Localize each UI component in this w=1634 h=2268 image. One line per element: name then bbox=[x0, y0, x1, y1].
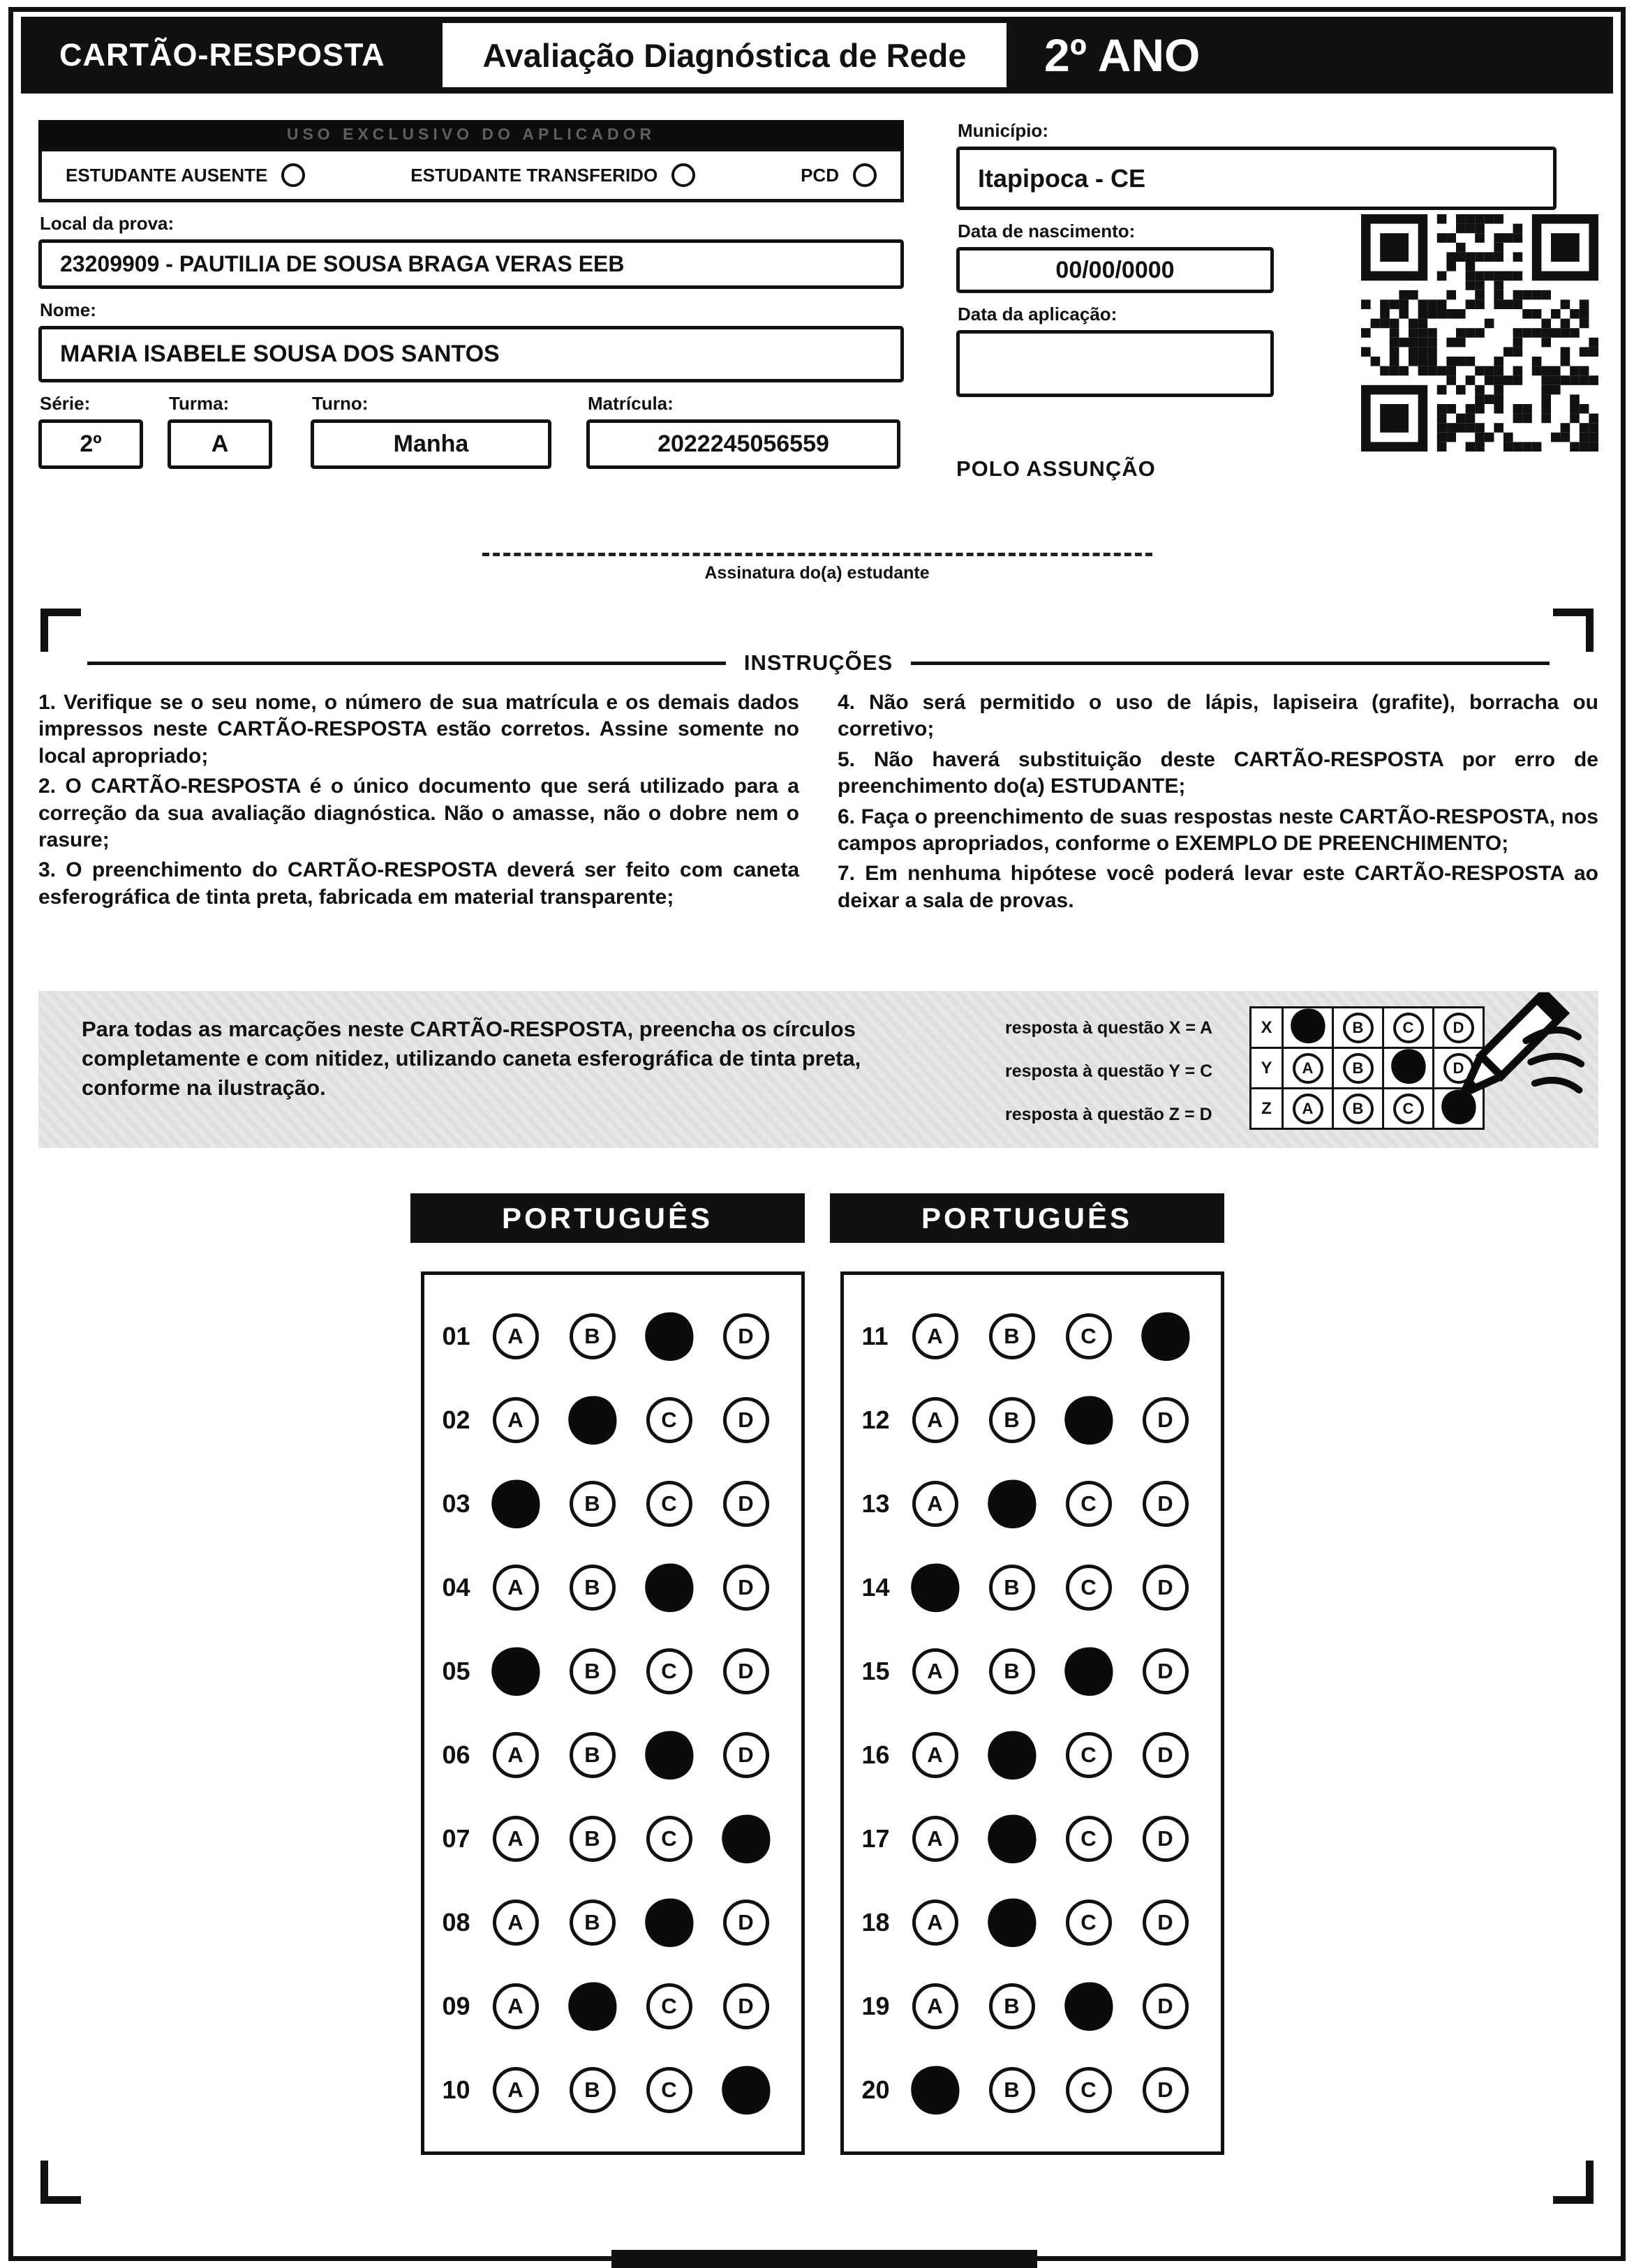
example-bubble-X-B: B bbox=[1343, 1013, 1374, 1043]
example-bubble-Z-B: B bbox=[1343, 1094, 1374, 1124]
bubble-19-D[interactable]: D bbox=[1143, 1983, 1189, 2029]
bubble-08-A[interactable]: A bbox=[493, 1900, 539, 1946]
bubble-06-D[interactable]: D bbox=[723, 1732, 769, 1778]
bubble-15-A[interactable]: A bbox=[912, 1648, 958, 1694]
example-bubble-X-D: D bbox=[1443, 1013, 1474, 1043]
matricula-label: Matrícula: bbox=[588, 393, 674, 414]
turno-label: Turno: bbox=[312, 393, 369, 414]
filled-mark bbox=[982, 1893, 1041, 1953]
bubble-17-C[interactable]: C bbox=[1066, 1816, 1112, 1862]
bubble-12-C[interactable] bbox=[1066, 1397, 1112, 1443]
bubble-02-D[interactable]: D bbox=[723, 1397, 769, 1443]
bubble-03-A[interactable] bbox=[493, 1481, 539, 1527]
question-row-04 bbox=[443, 1546, 801, 1629]
question-row-20 bbox=[862, 2048, 1221, 2132]
bubble-04-D[interactable]: D bbox=[723, 1565, 769, 1611]
filled-mark bbox=[1387, 1045, 1429, 1088]
question-row-01 bbox=[443, 1295, 801, 1378]
bubble-03-C[interactable]: C bbox=[646, 1481, 692, 1527]
bubble-12-A[interactable]: A bbox=[912, 1397, 958, 1443]
bubble-01-A[interactable]: A bbox=[493, 1313, 539, 1359]
bubble-01-C[interactable] bbox=[646, 1313, 692, 1359]
status-option-label: PCD bbox=[801, 164, 839, 186]
identification-section bbox=[38, 120, 1598, 482]
filled-mark bbox=[716, 2061, 775, 2120]
status-bubble[interactable] bbox=[853, 163, 877, 187]
municipio-value-box: Itapipoca - CE bbox=[956, 147, 1557, 210]
bubble-15-C[interactable] bbox=[1066, 1648, 1112, 1694]
nome-value-box: MARIA ISABELE SOUSA DOS SANTOS bbox=[38, 326, 904, 382]
bubble-19-B[interactable]: B bbox=[989, 1983, 1035, 2029]
question-number: 15 bbox=[861, 1657, 890, 1685]
turno-field bbox=[311, 382, 551, 469]
filled-mark bbox=[1059, 1391, 1118, 1450]
turma-field bbox=[168, 382, 272, 469]
question-row-16 bbox=[862, 1713, 1221, 1797]
signature-label: Assinatura do(a) estudante bbox=[704, 563, 930, 583]
bubble-05-D[interactable]: D bbox=[723, 1648, 769, 1694]
corner-mark-top-left bbox=[40, 609, 81, 652]
bubble-03-B[interactable]: B bbox=[570, 1481, 616, 1527]
bubble-18-D[interactable]: D bbox=[1143, 1900, 1189, 1946]
bubble-20-D[interactable]: D bbox=[1143, 2067, 1189, 2113]
instructions-right-column bbox=[838, 689, 1598, 918]
bubble-02-C[interactable]: C bbox=[646, 1397, 692, 1443]
bubble-13-B[interactable] bbox=[989, 1481, 1035, 1527]
bubble-14-D[interactable]: D bbox=[1143, 1565, 1189, 1611]
identification-right-column bbox=[956, 120, 1598, 482]
bubble-08-D[interactable]: D bbox=[723, 1900, 769, 1946]
status-options-box bbox=[38, 148, 904, 202]
example-text: Para todas as marcações neste CARTÃO-RESPOSTA, preencha os círculos completamente e com nitidez, utilizando caneta esferográfica de tinta preta, conforme na ilustração. bbox=[82, 1017, 861, 1101]
local-label: Local da prova: bbox=[40, 213, 174, 234]
question-row-19 bbox=[862, 1964, 1221, 2048]
question-row-17 bbox=[862, 1797, 1221, 1881]
question-number: 12 bbox=[861, 1405, 890, 1434]
bubble-15-D[interactable]: D bbox=[1143, 1648, 1189, 1694]
filled-mark bbox=[982, 1475, 1041, 1534]
serie-field bbox=[38, 382, 143, 469]
question-number: 10 bbox=[442, 2075, 470, 2104]
example-cell-Z-B bbox=[1333, 1089, 1383, 1129]
question-row-11 bbox=[862, 1295, 1221, 1378]
question-number: 01 bbox=[442, 1322, 470, 1350]
subject-header: PORTUGUÊS bbox=[410, 1193, 805, 1243]
answer-column-2 bbox=[830, 1193, 1224, 2155]
bubble-09-A[interactable]: A bbox=[493, 1983, 539, 2029]
bubble-20-B[interactable]: B bbox=[989, 2067, 1035, 2113]
example-cell-Z-C bbox=[1383, 1089, 1434, 1129]
question-row-06 bbox=[443, 1713, 801, 1797]
dates-and-qr-row bbox=[956, 210, 1598, 482]
status-bubble[interactable] bbox=[671, 163, 695, 187]
question-number: 02 bbox=[442, 1405, 470, 1434]
example-cell-Y-C bbox=[1383, 1048, 1434, 1089]
question-number: 14 bbox=[861, 1573, 890, 1602]
serie-label: Série: bbox=[40, 393, 91, 414]
divider-line-right bbox=[911, 662, 1550, 665]
example-bubble-Z-C: C bbox=[1393, 1094, 1424, 1124]
bubble-07-B[interactable]: B bbox=[570, 1816, 616, 1862]
matricula-field bbox=[586, 382, 900, 469]
filled-mark bbox=[563, 1391, 622, 1450]
signature-area bbox=[0, 553, 1634, 583]
bubble-09-B[interactable] bbox=[570, 1983, 616, 2029]
bubble-19-A[interactable]: A bbox=[912, 1983, 958, 2029]
bubble-10-D[interactable] bbox=[723, 2067, 769, 2113]
bubble-06-A[interactable]: A bbox=[493, 1732, 539, 1778]
class-info-row bbox=[38, 382, 904, 469]
example-key-line: resposta à questão Z = D bbox=[1005, 1105, 1212, 1124]
date-fields bbox=[956, 210, 1274, 482]
bubble-11-C[interactable]: C bbox=[1066, 1313, 1112, 1359]
example-key-line: resposta à questão X = A bbox=[1005, 1018, 1213, 1038]
bubble-18-A[interactable]: A bbox=[912, 1900, 958, 1946]
question-number: 04 bbox=[442, 1573, 470, 1602]
answer-block-2 bbox=[840, 1271, 1224, 2155]
bubble-18-C[interactable]: C bbox=[1066, 1900, 1112, 1946]
question-row-08 bbox=[443, 1881, 801, 1964]
serie-value-box: 2º bbox=[38, 419, 143, 469]
bubble-19-C[interactable] bbox=[1066, 1983, 1112, 2029]
nascimento-value-box: 00/00/0000 bbox=[956, 247, 1274, 293]
bubble-10-A[interactable]: A bbox=[493, 2067, 539, 2113]
instructions-left-column bbox=[38, 689, 799, 918]
example-bubble-X-A bbox=[1293, 1010, 1323, 1041]
example-cell-Y-B bbox=[1333, 1048, 1383, 1089]
bubble-02-B[interactable] bbox=[570, 1397, 616, 1443]
bubble-16-D[interactable]: D bbox=[1143, 1732, 1189, 1778]
example-row-label: Y bbox=[1251, 1048, 1283, 1089]
nascimento-label: Data de nascimento: bbox=[958, 221, 1136, 241]
bubble-09-C[interactable]: C bbox=[646, 1983, 692, 2029]
filled-mark bbox=[639, 1558, 699, 1618]
example-row-label: Z bbox=[1251, 1089, 1283, 1129]
polo-label: POLO ASSUNÇÃO bbox=[956, 456, 1156, 481]
bubble-09-D[interactable]: D bbox=[723, 1983, 769, 2029]
filled-mark bbox=[563, 1977, 622, 2036]
bubble-16-B[interactable] bbox=[989, 1732, 1035, 1778]
instruction-item: 2. O CARTÃO-RESPOSTA é o único documento que será utilizado para a correção da sua avaliação diagnóstica. Não o amasse, não o dobre nem o rasure; bbox=[38, 775, 799, 851]
example-bubble-Y-C bbox=[1393, 1051, 1424, 1082]
turno-value-box: Manha bbox=[311, 419, 551, 469]
example-bubble-Y-B: B bbox=[1343, 1053, 1374, 1084]
filled-mark bbox=[905, 1558, 965, 1618]
matricula-value-box: 2022245056559 bbox=[586, 419, 900, 469]
grade-label: 2º ANO bbox=[1013, 17, 1613, 94]
example-bubble-Z-A: A bbox=[1293, 1094, 1323, 1124]
filled-mark bbox=[1059, 1642, 1118, 1701]
bubble-04-B[interactable]: B bbox=[570, 1565, 616, 1611]
example-bubble-Y-D: D bbox=[1443, 1053, 1474, 1084]
example-cell-X-B bbox=[1333, 1008, 1383, 1048]
bubble-06-C[interactable] bbox=[646, 1732, 692, 1778]
bubble-12-B[interactable]: B bbox=[989, 1397, 1035, 1443]
answer-block-1 bbox=[421, 1271, 805, 2155]
question-number: 20 bbox=[861, 2075, 890, 2104]
bubble-05-A[interactable] bbox=[493, 1648, 539, 1694]
status-option-label: ESTUDANTE AUSENTE bbox=[66, 164, 268, 186]
bubble-17-B[interactable] bbox=[989, 1816, 1035, 1862]
filled-mark bbox=[639, 1893, 699, 1953]
bubble-17-D[interactable]: D bbox=[1143, 1816, 1189, 1862]
local-value-box: 23209909 - PAUTILIA DE SOUSA BRAGA VERAS EEB bbox=[38, 239, 904, 289]
filled-mark bbox=[982, 1810, 1041, 1869]
bubble-10-C[interactable]: C bbox=[646, 2067, 692, 2113]
assessment-title: Avaliação Diagnóstica de Rede bbox=[436, 17, 1013, 94]
bubble-14-A[interactable] bbox=[912, 1565, 958, 1611]
filled-mark bbox=[716, 1810, 775, 1869]
question-row-10 bbox=[443, 2048, 801, 2132]
example-bubble-X-C: C bbox=[1393, 1013, 1424, 1043]
bubble-15-B[interactable]: B bbox=[989, 1648, 1035, 1694]
header-banner bbox=[21, 17, 1613, 94]
hand-pen-illustration bbox=[1431, 992, 1590, 1147]
question-number: 17 bbox=[861, 1824, 890, 1853]
question-number: 11 bbox=[861, 1322, 889, 1350]
answer-column-1 bbox=[410, 1193, 805, 2155]
question-row-07 bbox=[443, 1797, 801, 1881]
bubble-12-D[interactable]: D bbox=[1143, 1397, 1189, 1443]
bubble-14-C[interactable]: C bbox=[1066, 1565, 1112, 1611]
filled-mark bbox=[1059, 1977, 1118, 2036]
filled-mark bbox=[1286, 1005, 1329, 1047]
question-row-09 bbox=[443, 1964, 801, 2048]
question-number: 07 bbox=[442, 1824, 470, 1853]
bubble-07-C[interactable]: C bbox=[646, 1816, 692, 1862]
question-row-14 bbox=[862, 1546, 1221, 1629]
instructions-title: INSTRUÇÕES bbox=[743, 650, 893, 675]
instruction-item: 5. Não haverá substituição deste CARTÃO-RESPOSTA por erro de preenchimento do(a) ESTUDANTE; bbox=[838, 747, 1598, 798]
instructions-columns bbox=[38, 689, 1598, 918]
status-option-2 bbox=[410, 163, 695, 187]
turma-value-box: A bbox=[168, 419, 272, 469]
nome-label: Nome: bbox=[40, 299, 96, 320]
municipio-label: Município: bbox=[958, 120, 1048, 141]
divider-line-left bbox=[87, 662, 726, 665]
answers-section bbox=[0, 1193, 1634, 2155]
bubble-10-B[interactable]: B bbox=[570, 2067, 616, 2113]
bubble-08-B[interactable]: B bbox=[570, 1900, 616, 1946]
corner-mark-bottom-right bbox=[1553, 2161, 1594, 2204]
corner-mark-bottom-left bbox=[40, 2161, 81, 2204]
filled-mark bbox=[486, 1642, 545, 1701]
instructions-title-row bbox=[38, 650, 1598, 676]
example-cell-Y-A bbox=[1283, 1048, 1333, 1089]
example-key-line: resposta à questão Y = C bbox=[1005, 1061, 1213, 1081]
question-number: 19 bbox=[861, 1992, 890, 2020]
question-row-15 bbox=[862, 1629, 1221, 1713]
bubble-02-A[interactable]: A bbox=[493, 1397, 539, 1443]
filled-mark bbox=[905, 2061, 965, 2120]
bubble-05-B[interactable]: B bbox=[570, 1648, 616, 1694]
question-number: 05 bbox=[442, 1657, 470, 1685]
bubble-13-C[interactable]: C bbox=[1066, 1481, 1112, 1527]
instructions-section bbox=[38, 650, 1598, 918]
example-cell-Z-A bbox=[1283, 1089, 1333, 1129]
aplicacao-label: Data da aplicação: bbox=[958, 304, 1117, 324]
signature-line bbox=[482, 553, 1152, 556]
filled-mark bbox=[639, 1307, 699, 1366]
example-cell-X-A bbox=[1283, 1008, 1333, 1048]
bubble-07-A[interactable]: A bbox=[493, 1816, 539, 1862]
question-number: 06 bbox=[442, 1740, 470, 1769]
question-row-02 bbox=[443, 1378, 801, 1462]
filled-mark bbox=[1136, 1307, 1195, 1366]
question-number: 09 bbox=[442, 1992, 470, 2020]
qr-code bbox=[1361, 214, 1598, 452]
status-bubble[interactable] bbox=[281, 163, 305, 187]
turma-label: Turma: bbox=[169, 393, 230, 414]
bubble-11-B[interactable]: B bbox=[989, 1313, 1035, 1359]
example-cell-X-C bbox=[1383, 1008, 1434, 1048]
form-title: CARTÃO-RESPOSTA bbox=[21, 17, 436, 94]
identification-left-column bbox=[38, 120, 904, 482]
instruction-item: 7. Em nenhuma hipótese você poderá levar este CARTÃO-RESPOSTA ao deixar a sala de provas. bbox=[838, 862, 1598, 912]
example-row-label: X bbox=[1251, 1008, 1283, 1048]
bubble-08-C[interactable] bbox=[646, 1900, 692, 1946]
question-number: 18 bbox=[861, 1908, 890, 1937]
example-box bbox=[38, 991, 1598, 1148]
bubble-18-B[interactable] bbox=[989, 1900, 1035, 1946]
filled-mark bbox=[982, 1726, 1041, 1785]
filled-mark bbox=[639, 1726, 699, 1785]
question-row-12 bbox=[862, 1378, 1221, 1462]
question-row-03 bbox=[443, 1462, 801, 1546]
example-answer-key bbox=[1005, 1006, 1212, 1136]
question-number: 03 bbox=[442, 1489, 470, 1518]
aplicacao-value-box bbox=[956, 330, 1274, 397]
subject-header: PORTUGUÊS bbox=[830, 1193, 1224, 1243]
corner-mark-top-right bbox=[1553, 609, 1594, 652]
question-row-13 bbox=[862, 1462, 1221, 1546]
example-bubble-Y-A: A bbox=[1293, 1053, 1323, 1084]
bubble-16-A[interactable]: A bbox=[912, 1732, 958, 1778]
bubble-07-D[interactable] bbox=[723, 1816, 769, 1862]
status-option-label: ESTUDANTE TRANSFERIDO bbox=[410, 164, 658, 186]
bubble-20-A[interactable] bbox=[912, 2067, 958, 2113]
status-option-3 bbox=[801, 163, 877, 187]
bottom-print-mark bbox=[611, 2250, 1037, 2268]
question-number: 13 bbox=[861, 1489, 890, 1518]
bubble-04-C[interactable] bbox=[646, 1565, 692, 1611]
question-row-05 bbox=[443, 1629, 801, 1713]
bubble-14-B[interactable]: B bbox=[989, 1565, 1035, 1611]
bubble-06-B[interactable]: B bbox=[570, 1732, 616, 1778]
bubble-04-A[interactable]: A bbox=[493, 1565, 539, 1611]
bubble-01-B[interactable]: B bbox=[570, 1313, 616, 1359]
status-option-1 bbox=[66, 163, 305, 187]
instruction-item: 4. Não será permitido o uso de lápis, lapiseira (grafite), borracha ou corretivo; bbox=[838, 691, 1598, 741]
instruction-item: 3. O preenchimento do CARTÃO-RESPOSTA deverá ser feito com caneta esferográfica de tinta preta, fabricada em material transparente; bbox=[38, 858, 799, 909]
aplicador-exclusive-bar: USO EXCLUSIVO DO APLICADOR bbox=[38, 120, 904, 148]
question-number: 16 bbox=[861, 1740, 890, 1769]
bubble-11-A[interactable]: A bbox=[912, 1313, 958, 1359]
bubble-01-D[interactable]: D bbox=[723, 1313, 769, 1359]
bubble-17-A[interactable]: A bbox=[912, 1816, 958, 1862]
question-number: 08 bbox=[442, 1908, 470, 1937]
bubble-13-D[interactable]: D bbox=[1143, 1481, 1189, 1527]
bubble-20-C[interactable]: C bbox=[1066, 2067, 1112, 2113]
instruction-item: 1. Verifique se o seu nome, o número de sua matrícula e os demais dados impressos neste CARTÃO-RESPOSTA estão corretos. Assine somente no local apropriado; bbox=[38, 691, 799, 768]
question-row-18 bbox=[862, 1881, 1221, 1964]
bubble-13-A[interactable]: A bbox=[912, 1481, 958, 1527]
bubble-05-C[interactable]: C bbox=[646, 1648, 692, 1694]
bubble-16-C[interactable]: C bbox=[1066, 1732, 1112, 1778]
bubble-03-D[interactable]: D bbox=[723, 1481, 769, 1527]
bubble-11-D[interactable] bbox=[1143, 1313, 1189, 1359]
instruction-item: 6. Faça o preenchimento de suas respostas neste CARTÃO-RESPOSTA, nos campos apropriados, conforme o EXEMPLO DE PREENCHIMENTO; bbox=[838, 805, 1598, 855]
filled-mark bbox=[486, 1475, 545, 1534]
